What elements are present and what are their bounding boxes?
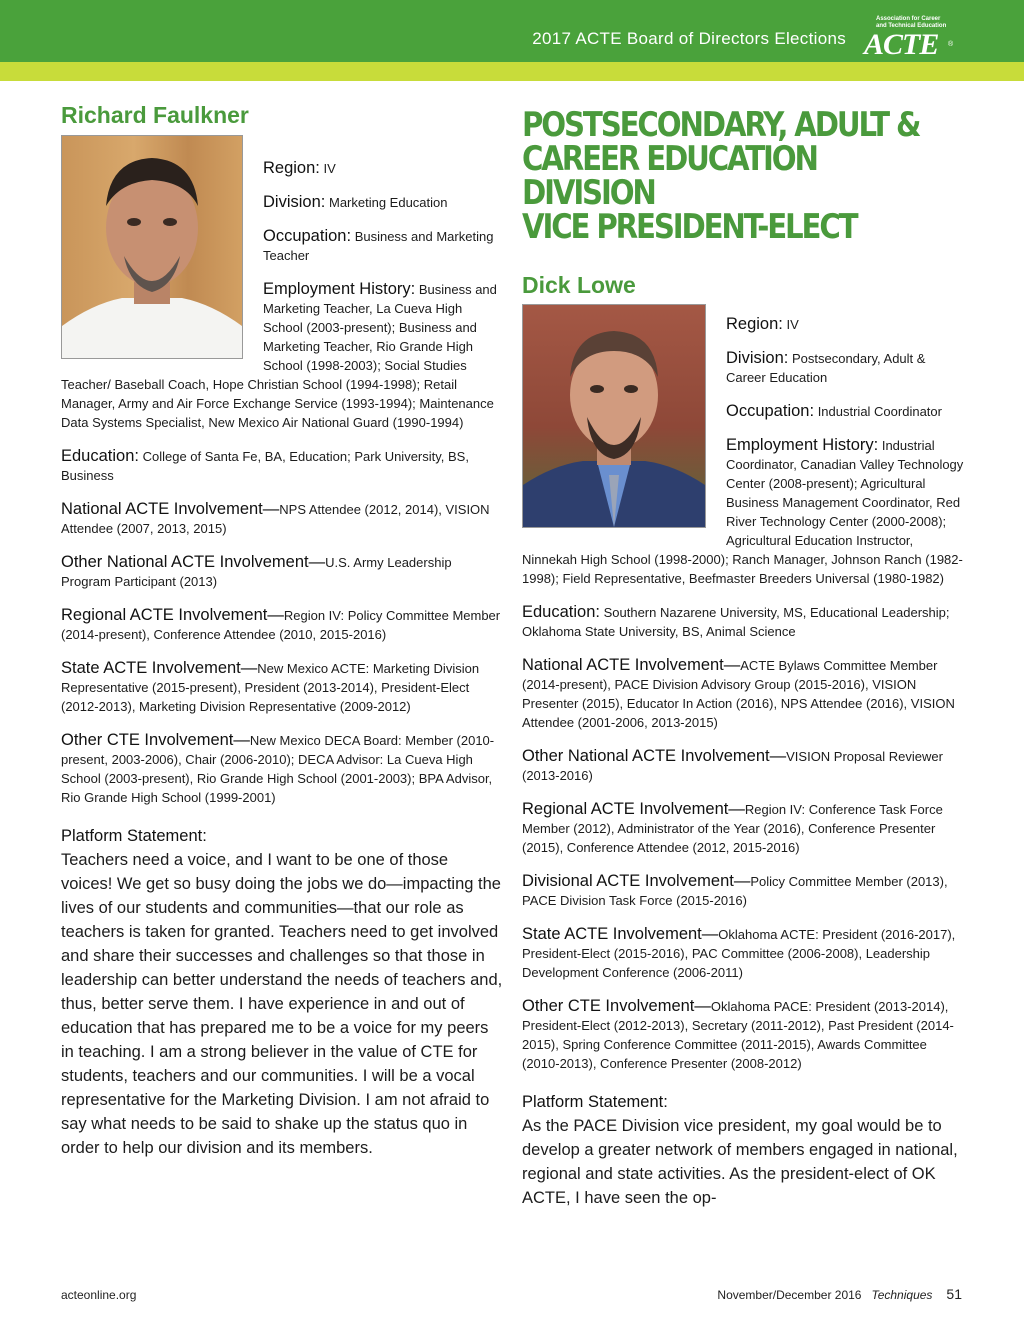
portrait-illustration <box>62 136 242 358</box>
platform-statement-heading: Platform Statement: <box>61 827 207 845</box>
occupation-field: Occupation: Business and Marketing Teacher <box>263 227 494 263</box>
footer-issue-info <box>717 1286 962 1302</box>
footer-website: acteonline.org <box>61 1288 137 1302</box>
header-bar <box>0 0 1024 62</box>
region-field: Region: IV <box>263 159 336 177</box>
candidate-photo <box>61 135 243 359</box>
portrait-illustration <box>523 305 705 527</box>
page-number: 51 <box>946 1286 962 1302</box>
candidate-right <box>522 105 964 1210</box>
other-cte-involvement-field: Other CTE Involvement—New Mexico DECA Board: Member (2010-present, 2003-2006), Chair (2006-2010); DECA Advisor: La Cueva High School (2003-present), Rio Grande High School (2001-2003); BPA Advisor, Rio Grande High School (1999-2001) <box>61 731 495 805</box>
employment-history-field: Employment History: Business and Marketing Teacher, La Cueva High School (2003-present); Business and Marketing Teacher, Rio Grande High School (1998-2003); Social Studies Teacher/ Baseball Coach, Hope Christian School (1994-1998); Retail Manager, Army and Air Force Exchange Service (1993-1994); Maintenance Data Systems Specialist, New Mexico Air National Guard (1990-1994) <box>61 280 497 430</box>
logo-tagline: Association for Career and Technical Education <box>876 16 947 29</box>
footer-issue-date: November/December 2016 <box>717 1288 862 1302</box>
national-involvement-field: National ACTE Involvement—NPS Attendee (2012, 2014), VISION Attendee (2007, 2013, 2015) <box>61 500 490 536</box>
logo-registered-mark: ® <box>948 41 954 48</box>
region-field: Region: IV <box>726 315 799 333</box>
state-involvement-field: State ACTE Involvement—Oklahoma ACTE: President (2016-2017), President-Elect (2015-2016), PAC Committee (2006-2008), Leadership Development Conference (2006-2011) <box>522 925 956 980</box>
occupation-field: Occupation: Industrial Coordinator <box>726 402 942 420</box>
divisional-involvement-field: Divisional ACTE Involvement—Policy Committee Member (2013), PACE Division Task Force (2015-2016) <box>522 872 948 908</box>
regional-involvement-field: Regional ACTE Involvement—Region IV: Conference Task Force Member (2012), Administrator of the Year (2016), Conference Presenter (2015), Conference Attendee (2012, 2015-2016) <box>522 800 943 855</box>
employment-history-field: Employment History: Industrial Coordinator, Canadian Valley Technology Center (2008-present); Agricultural Business Management Coordinator, Red River Technology Center (2000-2008); Agricultural Education Instructor, Ninnekah High School (1998-2000); Ranch Manager, Johnson Ranch (1982-1998); Field Representative, Beefmaster Breeders Universal (1980-1982) <box>522 436 964 586</box>
candidate-left <box>61 102 503 1160</box>
education-field: Education: College of Santa Fe, BA, Education; Park University, BS, Business <box>61 447 469 483</box>
header-title: 2017 ACTE Board of Directors Elections <box>532 29 846 48</box>
education-field: Education: Southern Nazarene University, MS, Educational Leadership; Oklahoma State University, BS, Animal Science <box>522 603 950 639</box>
other-national-involvement-field: Other National ACTE Involvement—VISION Proposal Reviewer (2013-2016) <box>522 747 943 783</box>
candidate-name: Richard Faulkner <box>61 102 249 128</box>
logo-wordmark: ACTE <box>864 28 939 61</box>
candidate-name: Dick Lowe <box>522 272 636 298</box>
footer-magazine-name: Techniques <box>871 1288 933 1302</box>
header-accent-stripe <box>0 62 1024 81</box>
candidate-photo <box>522 304 706 528</box>
other-cte-involvement-field: Other CTE Involvement—Oklahoma PACE: President (2013-2014), President-Elect (2012-2013), Secretary (2011-2012), Past President (2014-2015), Spring Conference Committee (2011-2015), Awards Committee (2010-2013), Conference Presenter (2008-2012) <box>522 997 954 1071</box>
division-field: Division: Marketing Education <box>263 193 448 211</box>
platform-statement-text: As the PACE Division vice president, my goal would be to develop a greater network of members engaged in national, regional and state activities. As the president-elect of OK ACTE, I have seen the op- <box>522 1117 958 1207</box>
division-section-title: POSTSECONDARY, ADULT & CAREER EDUCATION DIVISION VICE PRESIDENT-ELECT <box>522 105 920 247</box>
national-involvement-field: National ACTE Involvement—ACTE Bylaws Committee Member (2014-present), PACE Division Advisory Group (2015-2016), VISION Presenter (2015), Educator In Action (2016), NPS Attendee (2016), VISION Attendee (2001-2006, 2013-2015) <box>522 656 955 730</box>
platform-statement-text: Teachers need a voice, and I want to be one of those voices! We get so busy doing the jobs we do—impacting the lives of our students and communities—that our role as teachers is taken for granted. Teachers need to get involved and share their successes and challenges so that those in leadership can better understand the needs of teachers and, thus, better serve them. I have experience in and out of education that has prepared me to be a voice for my peers in teaching. I am a strong believer in the value of CTE for students, teachers and our communities. I will be a vocal representative for the Marketing Division. I am not afraid to say what needs to be said to shake up the status quo in order to help our division and its members. <box>61 851 503 1157</box>
regional-involvement-field: Regional ACTE Involvement—Region IV: Policy Committee Member (2014-present), Conference Attendee (2010, 2015-2016) <box>61 606 501 642</box>
platform-statement-heading: Platform Statement: <box>522 1093 668 1111</box>
state-involvement-field: State ACTE Involvement—New Mexico ACTE: Marketing Division Representative (2015-present), President (2013-2014), President-Elect (2012-2013), Marketing Division Representative (2009-2012) <box>61 659 480 714</box>
division-field: Division: Postsecondary, Adult & Career Education <box>726 349 926 385</box>
other-national-involvement-field: Other National ACTE Involvement—U.S. Army Leadership Program Participant (2013) <box>61 553 452 589</box>
